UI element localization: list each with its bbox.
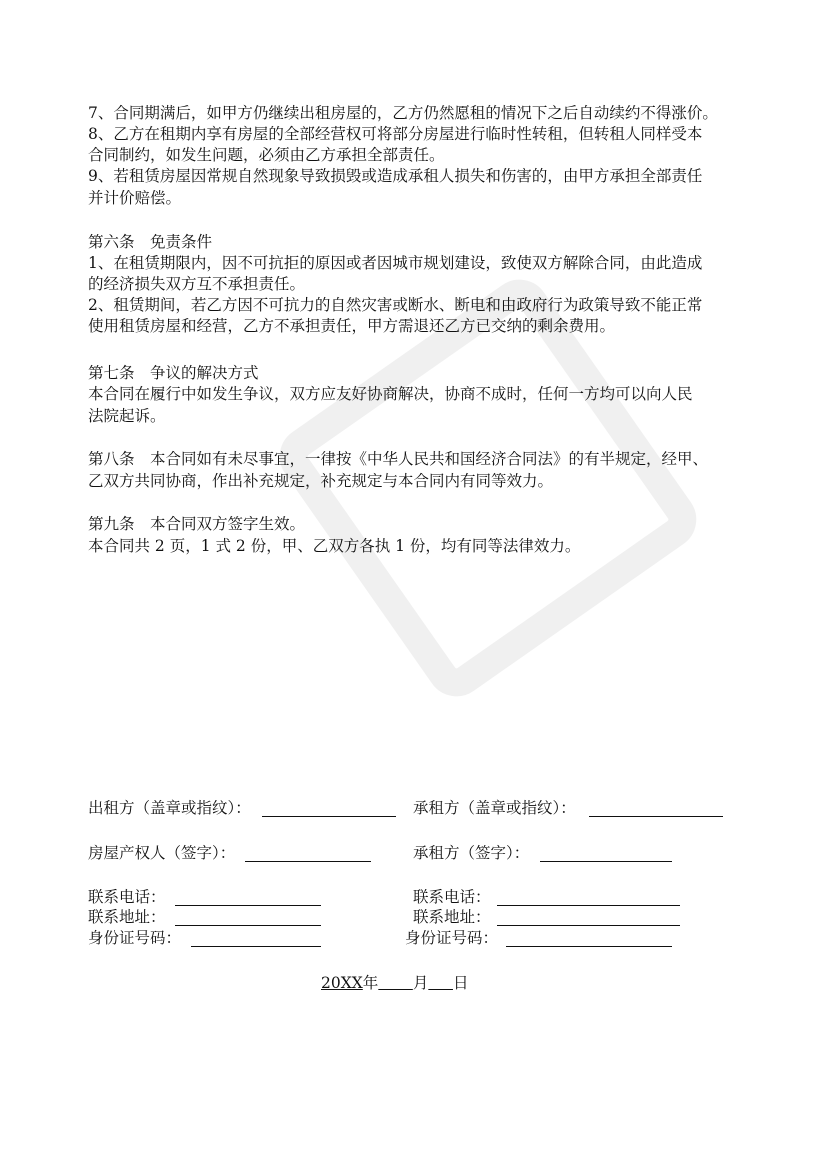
date-day-label: 日: [452, 974, 469, 992]
clause-7: 7、合同期满后，如甲方仍继续出租房屋的，乙方仍然愿租的情况下之后自动续约不得涨价。: [88, 104, 718, 122]
article-6-item-1: 1、在租赁期限内，因不可抗拒的原因或者因城市规划建设，致使双方解除合同，由此造成: [88, 254, 703, 272]
article-6-item-2-cont: 使用租赁房屋和经营，乙方不承担责任，甲方需退还乙方已交纳的剩余费用。: [88, 317, 616, 335]
lessor-blank[interactable]: [262, 816, 396, 817]
owner-label: 房屋产权人（签字）：: [88, 844, 236, 862]
id-left-blank[interactable]: [191, 946, 321, 947]
clause-8-cont: 合同制约，如发生问题，必须由乙方承担全部责任。: [88, 146, 445, 164]
id-right-blank[interactable]: [506, 946, 672, 947]
article-9-title: 第九条 本合同双方签字生效。: [88, 515, 306, 533]
date-month-label: 月: [412, 974, 429, 992]
article-7-text-cont: 法院起诉。: [88, 407, 166, 425]
clause-8: 8、乙方在租期内享有房屋的全部经营权可将部分房屋进行临时性转租，但转租人同样受本: [88, 125, 703, 143]
lessee-sign-label: 承租方（签字）：: [413, 844, 530, 862]
article-8-text: 第八条 本合同如有未尽事宜，一律按《中华人民共和国经济合同法》的有半规定，经甲、: [88, 450, 709, 468]
date-day-blank[interactable]: [428, 974, 453, 992]
article-6-item-1-cont: 的经济损失双方互不承担责任。: [88, 275, 306, 293]
date-line: [321, 973, 468, 993]
address-left-label: 联系地址：: [88, 908, 166, 926]
phone-left-blank[interactable]: [175, 905, 321, 906]
id-left-label: 身份证号码：: [88, 929, 182, 947]
lessor-label: 出租方（盖章或指纹）：: [88, 799, 251, 817]
lessee-label: 承租方（盖章或指纹）：: [413, 799, 576, 817]
clause-9-cont: 并计价赔偿。: [88, 189, 182, 207]
id-right-label: 身份证号码：: [405, 929, 499, 947]
owner-blank[interactable]: [245, 861, 371, 862]
date-year-suffix: 年: [362, 974, 379, 992]
phone-right-label: 联系电话：: [413, 888, 491, 906]
article-7-title: 第七条 争议的解决方式: [88, 364, 259, 382]
lessee-sign-blank[interactable]: [540, 861, 672, 862]
address-left-blank[interactable]: [175, 925, 321, 926]
date-year: 20XX: [321, 974, 363, 992]
article-6-item-2: 2、租赁期间，若乙方因不可抗力的自然灾害或断水、断电和由政府行为政策导致不能正常: [88, 296, 703, 314]
address-right-blank[interactable]: [497, 925, 680, 926]
article-6-title: 第六条 免责条件: [88, 233, 213, 251]
date-month-blank[interactable]: [378, 974, 413, 992]
address-right-label: 联系地址：: [413, 908, 491, 926]
phone-left-label: 联系电话：: [88, 888, 166, 906]
phone-right-blank[interactable]: [497, 905, 680, 906]
clause-9: 9、若租赁房屋因常规自然现象导致损毁或造成承租人损失和伤害的，由甲方承担全部责任: [88, 167, 703, 185]
article-9-text: 本合同共 2 页，1 式 2 份，甲、乙双方各执 1 份，均有同等法律效力。: [88, 537, 581, 555]
article-7-text: 本合同在履行中如发生争议，双方应友好协商解决，协商不成时，任何一方均可以向人民: [88, 385, 693, 403]
lessee-blank[interactable]: [589, 816, 723, 817]
article-8-text-cont: 乙双方共同协商，作出补充规定，补充规定与本合同内有同等效力。: [88, 472, 554, 490]
